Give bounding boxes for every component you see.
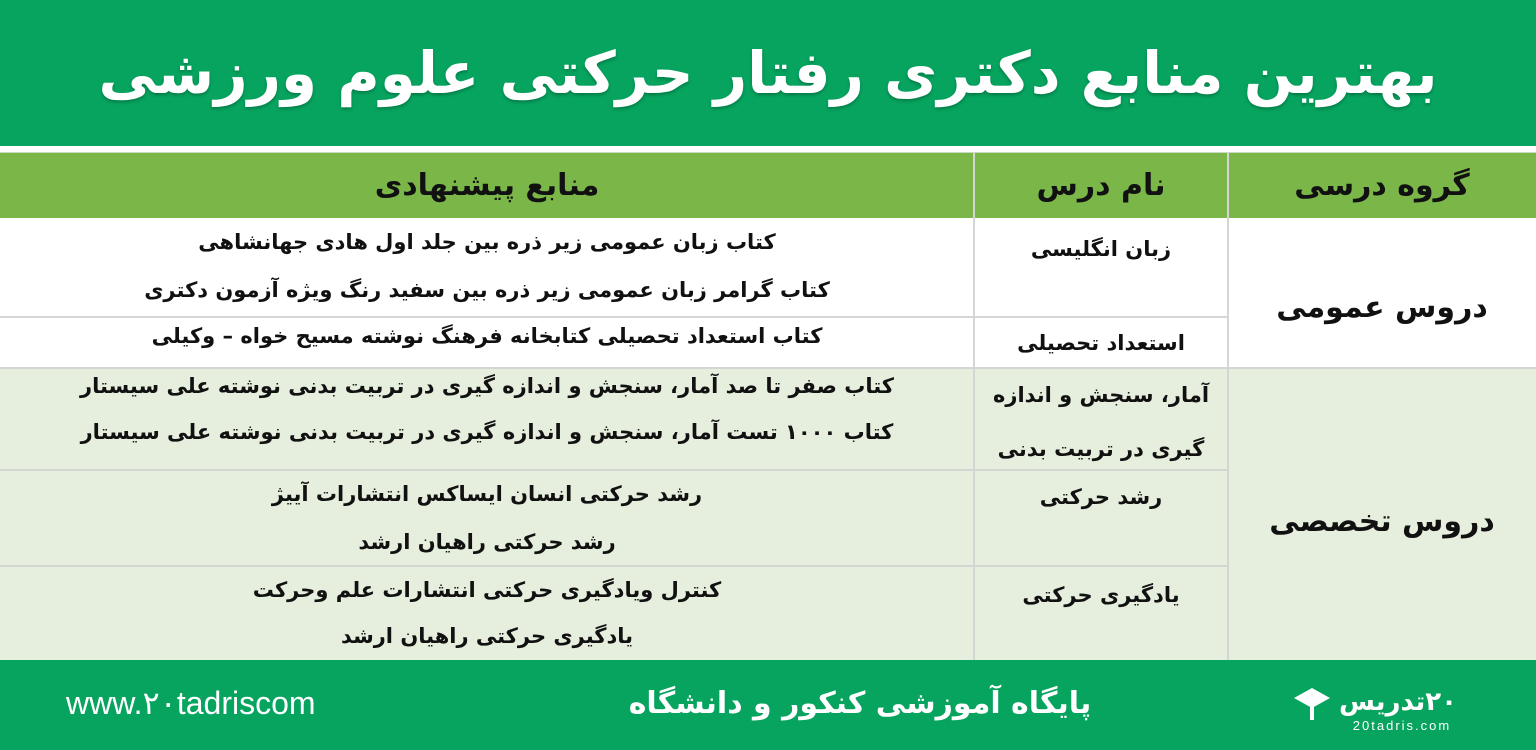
group-specialized: دروس تخصصی [1269, 504, 1495, 539]
resource-item: کتاب صفر تا صد آمار، سنجش و اندازه گیری در تربیت بدنی نوشته علی سیستار [80, 374, 894, 398]
resource-item: رشد حرکتی انسان ایساکس انتشارات آییژ [271, 482, 703, 506]
resource-item: کتاب زبان عمومی زیر ذره بین جلد اول هادی جهانشاهی [198, 230, 776, 254]
resources-table [0, 152, 1536, 660]
course-name: گیری در تربیت بدنی [997, 437, 1205, 461]
course-name: استعداد تحصیلی [1017, 331, 1185, 355]
resource-item: کنترل ویادگیری حرکتی انتشارات علم وحرکت [252, 578, 722, 602]
row-divider [0, 316, 1228, 318]
resource-item: کتاب ۱۰۰۰ تست آمار، سنجش و اندازه گیری در تربیت بدنی نوشته علی سیستار [80, 420, 894, 444]
column-header-course: نام درس [974, 152, 1228, 218]
footer-bar [0, 660, 1536, 750]
column-header-group: گروه درسی [1228, 152, 1536, 218]
graduation-cap-icon [1294, 688, 1330, 708]
page-title: بهترین منابع دکتری رفتار حرکتی علوم ورزشی [98, 39, 1438, 107]
resource-item: یادگیری حرکتی راهیان ارشد [340, 624, 634, 648]
website-link[interactable]: www.۲۰tadriscom [66, 685, 316, 721]
course-name: یادگیری حرکتی [1022, 583, 1180, 607]
brand-logo [1290, 676, 1470, 736]
logo-wordmark: ۲۰تدریس [1338, 687, 1458, 717]
course-name: رشد حرکتی [1039, 485, 1163, 509]
row-divider [0, 367, 1536, 369]
resource-item: کتاب استعداد تحصیلی کتابخانه فرهنگ نوشته مسیح خواه – وکیلی [151, 324, 823, 348]
resource-item: رشد حرکتی راهیان ارشد [358, 530, 616, 554]
group-general: دروس عمومی [1276, 290, 1488, 325]
cap-tassel [1310, 706, 1314, 720]
footer-tagline: پایگاه آموزشی کنکور و دانشگاه [628, 686, 1092, 721]
row-divider [0, 565, 1228, 567]
course-name: زبان انگلیسی [1030, 237, 1172, 261]
course-name: آمار، سنجش و اندازه [992, 383, 1210, 407]
column-header-resources: منابع پیشنهادی [0, 152, 974, 218]
resource-item: کتاب گرامر زبان عمومی زیر ذره بین سفید رنگ ویژه آزمون دکتری [144, 278, 830, 302]
logo-domain: 20tadris.com [1352, 718, 1452, 733]
title-banner [0, 0, 1536, 146]
